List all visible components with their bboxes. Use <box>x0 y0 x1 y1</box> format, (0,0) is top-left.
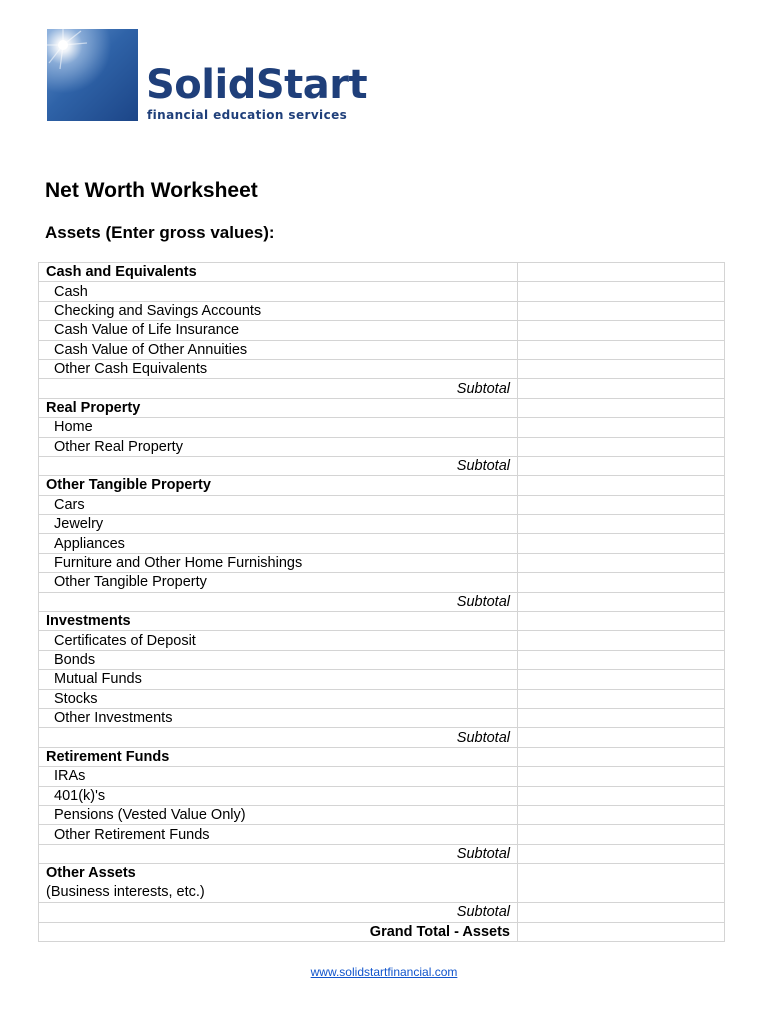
row-label: Jewelry <box>39 515 518 534</box>
value-cell[interactable] <box>518 301 725 320</box>
row-label: Other Cash Equivalents <box>39 359 518 378</box>
row-label: Pensions (Vested Value Only) <box>39 805 518 824</box>
row-label: Appliances <box>39 534 518 553</box>
value-cell[interactable] <box>518 263 725 282</box>
table-row <box>39 631 725 650</box>
value-cell[interactable] <box>518 418 725 437</box>
row-label: 401(k)'s <box>39 786 518 805</box>
row-label: Other Real Property <box>39 437 518 456</box>
value-cell[interactable] <box>518 340 725 359</box>
table-row <box>39 844 725 863</box>
value-cell[interactable] <box>518 689 725 708</box>
value-cell[interactable] <box>518 495 725 514</box>
subtotal-cell[interactable] <box>518 903 725 922</box>
row-label: Furniture and Other Home Furnishings <box>39 553 518 572</box>
row-label: Cash Value of Life Insurance <box>39 321 518 340</box>
table-row <box>39 592 725 611</box>
row-label: Mutual Funds <box>39 670 518 689</box>
value-cell[interactable] <box>518 708 725 727</box>
row-label: Stocks <box>39 689 518 708</box>
table-row <box>39 495 725 514</box>
value-cell[interactable] <box>518 825 725 844</box>
table-row <box>39 825 725 844</box>
row-label: Other Tangible Property <box>39 573 518 592</box>
table-row <box>39 767 725 786</box>
value-cell[interactable] <box>518 359 725 378</box>
section-heading: Other Tangible Property <box>39 476 518 495</box>
row-label: Cash <box>39 282 518 301</box>
value-cell[interactable] <box>518 767 725 786</box>
table-row <box>39 573 725 592</box>
subtotal-cell[interactable] <box>518 592 725 611</box>
subtotal-label: Subtotal <box>39 592 518 611</box>
value-cell[interactable] <box>518 437 725 456</box>
row-label: Certificates of Deposit <box>39 631 518 650</box>
value-cell[interactable] <box>518 805 725 824</box>
assets-table <box>38 262 725 942</box>
table-row <box>39 747 725 766</box>
row-label: Bonds <box>39 650 518 669</box>
value-cell[interactable] <box>518 282 725 301</box>
row-label: Other Investments <box>39 708 518 727</box>
section-heading: Retirement Funds <box>39 747 518 766</box>
subtotal-label: Subtotal <box>39 844 518 863</box>
table-row <box>39 728 725 747</box>
table-row <box>39 418 725 437</box>
value-cell[interactable] <box>518 650 725 669</box>
value-cell[interactable] <box>518 631 725 650</box>
table-row <box>39 340 725 359</box>
other-assets-cell <box>39 864 518 903</box>
section-heading: Other Assets <box>46 865 136 882</box>
row-label: IRAs <box>39 767 518 786</box>
table-row <box>39 922 725 941</box>
table-row <box>39 437 725 456</box>
value-cell[interactable] <box>518 786 725 805</box>
company-logo <box>47 29 377 125</box>
footer <box>0 965 768 979</box>
grand-total-cell[interactable] <box>518 922 725 941</box>
table-row <box>39 670 725 689</box>
value-cell[interactable] <box>518 321 725 340</box>
table-row <box>39 515 725 534</box>
logo-mark <box>47 29 138 121</box>
table-row <box>39 903 725 922</box>
section-heading: Real Property <box>39 398 518 417</box>
table-row <box>39 650 725 669</box>
table-row <box>39 553 725 572</box>
row-label: Home <box>39 418 518 437</box>
section-subtitle: Assets (Enter gross values): <box>45 223 275 242</box>
table-row <box>39 398 725 417</box>
page-title: Net Worth Worksheet <box>45 179 258 202</box>
row-label: Cars <box>39 495 518 514</box>
grand-total-label: Grand Total - Assets <box>39 922 518 941</box>
table-row <box>39 805 725 824</box>
table-row <box>39 612 725 631</box>
row-note: (Business interests, etc.) <box>46 884 205 901</box>
subtotal-label: Subtotal <box>39 903 518 922</box>
table-row <box>39 282 725 301</box>
subtotal-cell[interactable] <box>518 456 725 475</box>
value-cell[interactable] <box>518 476 725 495</box>
subtotal-label: Subtotal <box>39 379 518 398</box>
table-row <box>39 321 725 340</box>
value-cell[interactable] <box>518 573 725 592</box>
section-heading: Cash and Equivalents <box>39 263 518 282</box>
table-row <box>39 708 725 727</box>
table-row <box>39 786 725 805</box>
row-label: Other Retirement Funds <box>39 825 518 844</box>
website-link[interactable]: www.solidstartfinancial.com <box>310 965 458 979</box>
table-row <box>39 301 725 320</box>
value-cell[interactable] <box>518 398 725 417</box>
subtotal-label: Subtotal <box>39 456 518 475</box>
value-cell[interactable] <box>518 864 725 903</box>
logo-tagline: financial education services <box>147 108 348 122</box>
subtotal-cell[interactable] <box>518 844 725 863</box>
section-heading: Investments <box>39 612 518 631</box>
row-label: Checking and Savings Accounts <box>39 301 518 320</box>
table-row <box>39 689 725 708</box>
table-row <box>39 534 725 553</box>
subtotal-label: Subtotal <box>39 728 518 747</box>
value-cell[interactable] <box>518 612 725 631</box>
table-row <box>39 359 725 378</box>
table-row <box>39 263 725 282</box>
logo-wordmark: SolidStart <box>146 62 368 108</box>
subtotal-cell[interactable] <box>518 728 725 747</box>
table-row <box>39 379 725 398</box>
table-row <box>39 476 725 495</box>
value-cell[interactable] <box>518 747 725 766</box>
value-cell[interactable] <box>518 534 725 553</box>
row-label: Cash Value of Other Annuities <box>39 340 518 359</box>
subtotal-cell[interactable] <box>518 379 725 398</box>
table-row <box>39 864 725 903</box>
value-cell[interactable] <box>518 553 725 572</box>
value-cell[interactable] <box>518 670 725 689</box>
value-cell[interactable] <box>518 515 725 534</box>
table-row <box>39 456 725 475</box>
